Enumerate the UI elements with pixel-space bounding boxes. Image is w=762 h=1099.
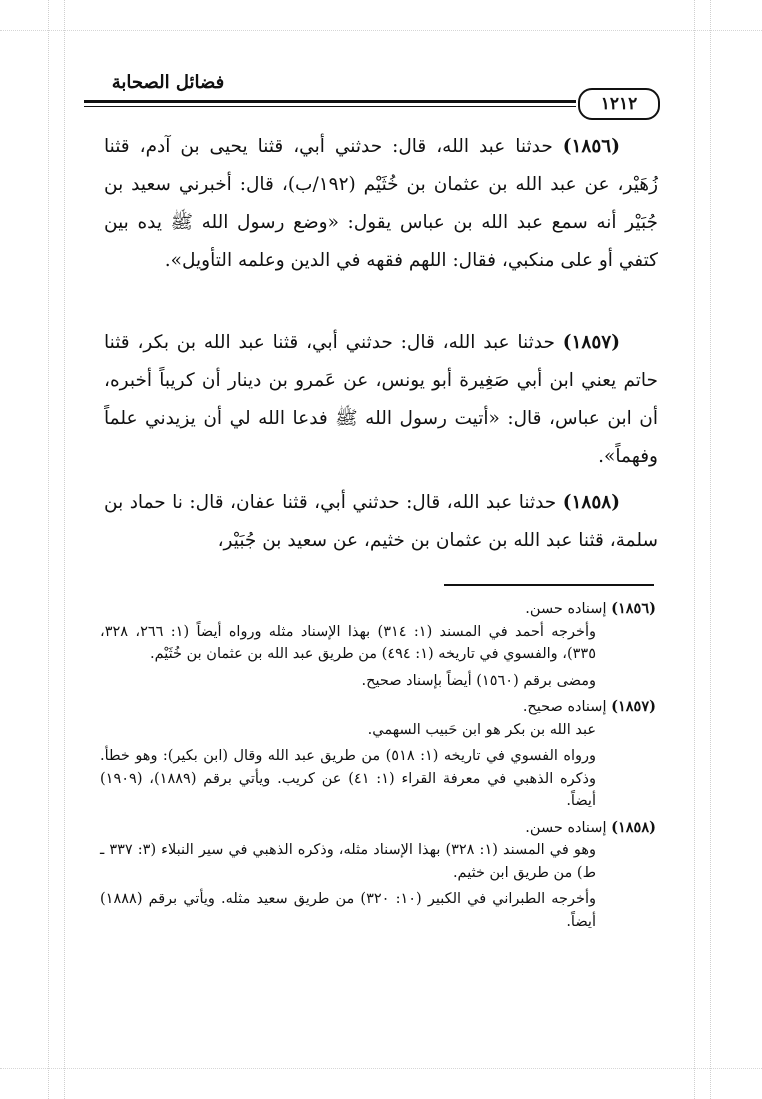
footnote-number: (١٨٥٧) xyxy=(611,698,656,715)
hadith-paragraph xyxy=(104,128,658,280)
hadith-text: حدثنا عبد الله، قال: حدثني أبي، قثنا يحيى بن آدم، قثنا زُهَيْر، عن عبد الله بن عثمان بن خُثَيْم (١٩٢/ب)، قال: أخبرني سعيد بن جُبَيْر أنه سمع عبد الله بن عباس يقول: «وضع رسول الله ﷺ يده بين كتفي أو على منكبي، فقال: اللهم فقهه في الدين وعلمه التأويل». xyxy=(104,136,659,271)
footnote-line: وأخرجه الطبراني في الكبير (١٠: ٣٢٠) من طريق سعيد مثله. ويأتي برقم (١٨٨٨) أيضاً. xyxy=(100,891,596,930)
footnote-line: عبد الله بن بكر هو ابن حَبيب السهمي. xyxy=(367,721,596,738)
scan-line xyxy=(48,0,49,1099)
page-header-title: فضائل الصحابة xyxy=(111,72,225,93)
footnote-line: ومضى برقم (١٥٦٠) أيضاً بإسناد صحيح. xyxy=(361,672,596,689)
header-rule xyxy=(84,106,576,107)
hadith-text: حدثنا عبد الله، قال: حدثني أبي، قثنا عفان، قال: نا حماد بن سلمة، قثنا عبد الله بن عثمان بن خثيم، عن سعيد بن جُبَيْر، xyxy=(104,492,658,551)
footnote xyxy=(100,696,656,813)
hadith-number: (١٨٥٨) xyxy=(562,492,620,513)
hadith-text: حدثنا عبد الله، قال: حدثني أبي، قثنا عبد الله بن بكر، قثنا حاتم يعني ابن أبي صَغِيرة أبو يونس، عن عَمرو بن دينار أن كريباً أخبره، أن ابن عباس، قال: «أتيت رسول الله ﷺ فدعا الله لي أن يزيدني علماً وفهماً». xyxy=(104,332,658,467)
footnotes xyxy=(100,598,656,937)
scan-line xyxy=(0,30,762,31)
hadith-number: (١٨٥٧) xyxy=(562,332,620,353)
scan-line xyxy=(0,1068,762,1069)
footnote-line: وهو في المسند (١: ٣٢٨) بهذا الإسناد مثله، وذكره الذهبي في سير النبلاء (٣: ٣٣٧ ـ ط) من طريق ابن خثيم. xyxy=(100,842,596,881)
hadith-paragraph xyxy=(104,484,658,560)
footnote-line: وأخرجه أحمد في المسند (١: ٣١٤) بهذا الإسناد مثله ورواه أيضاً (١: ٢٦٦، ٣٢٨، ٣٣٥)، والفسوي في تاريخه (١: ٤٩٤) من طريق عبد الله بن عثمان بن خُثَيْم. xyxy=(100,623,597,662)
header-rule xyxy=(84,100,576,103)
footnote-head: إسناده حسن. xyxy=(525,601,607,617)
page-number: ١٢١٢ xyxy=(578,88,660,120)
footnote-number: (١٨٥٨) xyxy=(611,818,656,836)
footnote xyxy=(100,598,656,692)
footnote-number: (١٨٥٦) xyxy=(611,600,656,617)
hadith-number: (١٨٥٦) xyxy=(562,136,620,157)
footnote-head: إسناده حسن. xyxy=(525,819,607,836)
footnote xyxy=(100,817,656,934)
scan-line xyxy=(694,0,695,1099)
scan-line xyxy=(64,0,65,1099)
footnote-head: إسناده صحيح. xyxy=(522,699,607,715)
hadith-paragraph xyxy=(104,324,658,476)
footnote-line: ورواه الفسوي في تاريخه (١: ٥١٨) من طريق عبد الله وقال (ابن بكير): وهو خطأ. وذكره الذهبي في معرفة القراء (١: ٤١) عن كريب. ويأتي برقم (١٨٨٩)، (١٩٠٩) أيضاً. xyxy=(100,748,597,809)
scan-line xyxy=(710,0,711,1099)
footnote-separator xyxy=(444,584,654,586)
